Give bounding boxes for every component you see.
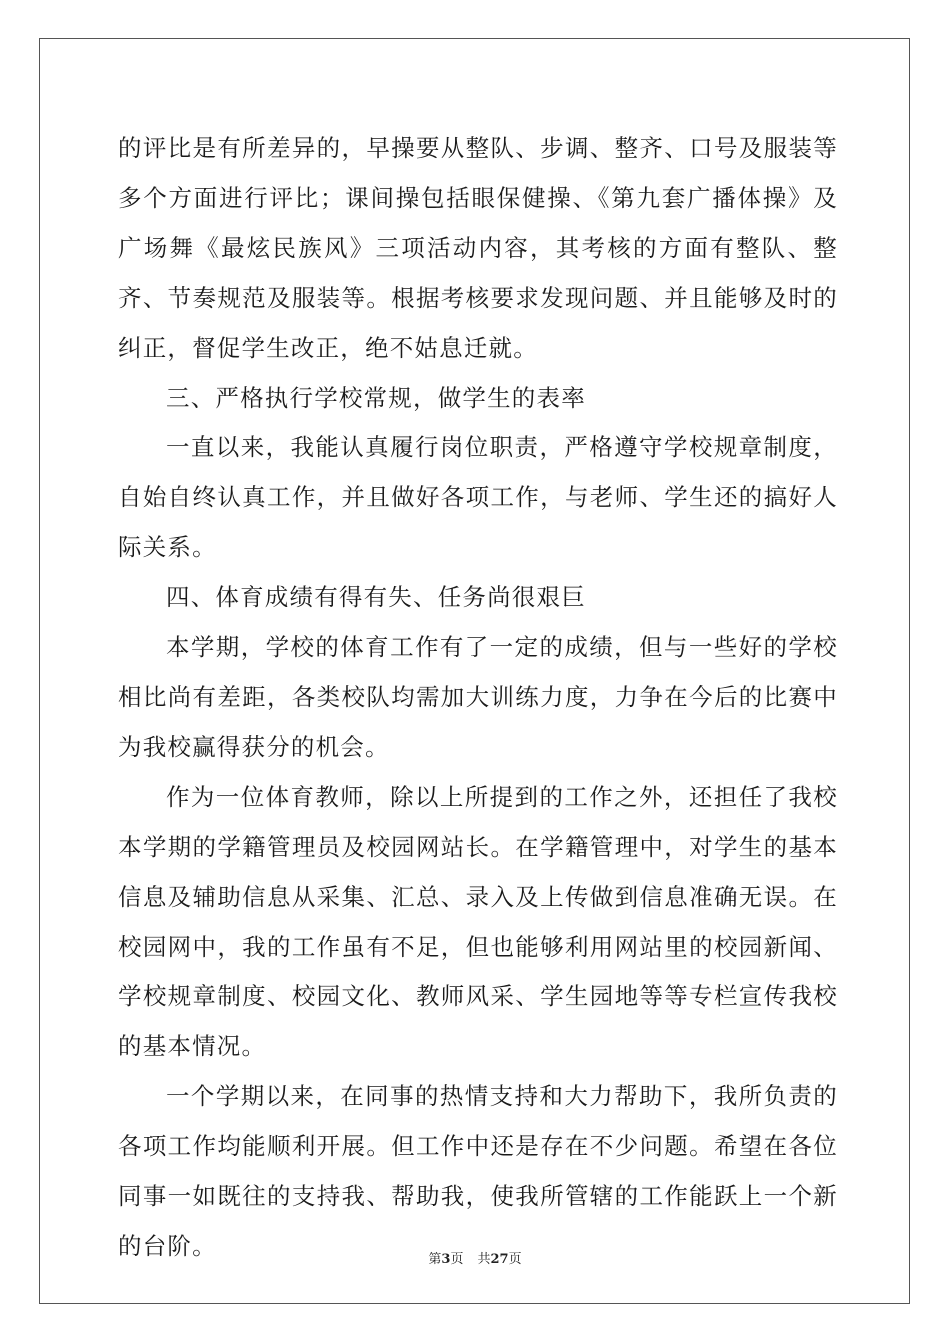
paragraph-3: 本学期，学校的体育工作有了一定的成绩，但与一些好的学校相比尚有差距，各类校队均需加大训练力度，力争在今后的比赛中为我校赢得获分的机会。	[118, 633, 838, 761]
section-heading-3: 三、严格执行学校常规，做学生的表率	[166, 383, 586, 412]
document-body	[118, 124, 838, 1272]
page-indicator: 第3页	[428, 1252, 464, 1267]
total-pages-number: 27	[490, 1252, 509, 1267]
paragraph-1: 的评比是有所差异的，早操要从整队、步调、整齐、口号及服装等多个方面进行评比；课间操包括眼保健操、《第九套广播体操》及广场舞《最炫民族风》三项活动内容，其考核的方面有整队、整齐、节奏规范及服装等。根据考核要求发现问题、并且能够及时的纠正，督促学生改正，绝不姑息迁就。	[118, 134, 838, 362]
paragraph-5: 一个学期以来，在同事的热情支持和大力帮助下，我所负责的各项工作均能顺利开展。但工作中还是存在不少问题。希望在各位同事一如既往的支持我、帮助我，使我所管辖的工作能跃上一个新的台阶。	[118, 1082, 838, 1260]
current-page-number: 3	[441, 1252, 451, 1267]
paragraph-2: 一直以来，我能认真履行岗位职责，严格遵守学校规章制度，自始自终认真工作，并且做好各项工作，与老师、学生还的搞好人际关系。	[118, 433, 838, 562]
section-heading-4: 四、体育成绩有得有失、任务尚很艰巨	[166, 583, 586, 612]
page-footer	[0, 1248, 950, 1267]
total-pages-indicator: 共27页	[477, 1252, 522, 1267]
paragraph-4: 作为一位体育教师，除以上所提到的工作之外，还担任了我校本学期的学籍管理员及校园网站长。在学籍管理中，对学生的基本信息及辅助信息从采集、汇总、录入及上传做到信息准确无误。在校园网中，我的工作虽有不足，但也能够利用网站里的校园新闻、学校规章制度、校园文化、教师风采、学生园地等等专栏宣传我校的基本情况。	[118, 782, 838, 1061]
